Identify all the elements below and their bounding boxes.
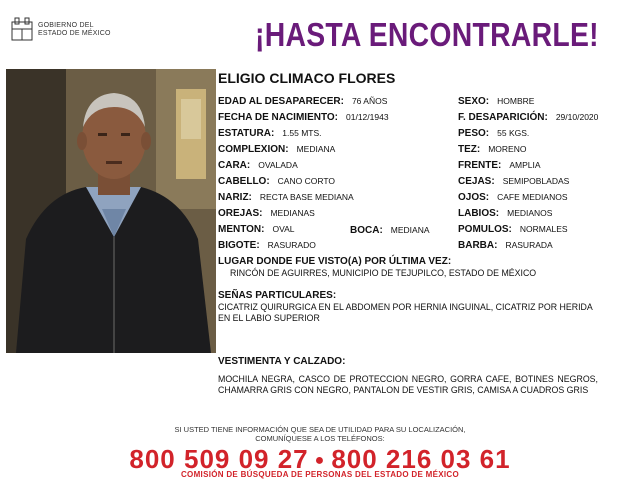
field-peso-label: PESO: bbox=[458, 128, 490, 139]
vestimenta-text: MOCHILA NEGRA, CASCO DE PROTECCION NEGRO, GORRA CAFE, BOTINES NEGROS, CHAMARRA GRIS CON NEGRO, PANTALON DE VESTIR GRIS, CAMISA A CUADROS GRIS bbox=[218, 374, 598, 395]
field-desaparicion-value: 29/10/2020 bbox=[555, 112, 599, 122]
field-cabello-value: CANO CORTO bbox=[277, 176, 335, 186]
field-frente-label: FRENTE: bbox=[458, 160, 502, 171]
field-orejas-value: MEDIANAS bbox=[270, 208, 315, 218]
field-sexo bbox=[458, 96, 534, 107]
field-pomulos-value: NORMALES bbox=[519, 224, 568, 234]
person-photo bbox=[6, 69, 216, 353]
field-frente-value: AMPLIA bbox=[509, 160, 541, 170]
field-orejas bbox=[218, 208, 315, 219]
field-edad-value: 76 AÑOS bbox=[351, 96, 388, 106]
field-pomulos bbox=[458, 224, 568, 235]
senas-title: SEÑAS PARTICULARES: bbox=[218, 290, 337, 301]
field-estatura-value: 1.55 MTS. bbox=[282, 128, 322, 138]
field-nariz bbox=[218, 192, 354, 203]
field-cejas-value: SEMIPOBLADAS bbox=[502, 176, 570, 186]
field-complexion-value: MEDIANA bbox=[296, 144, 336, 154]
separator-dot-icon: ● bbox=[314, 452, 326, 470]
field-edad bbox=[218, 96, 387, 107]
government-logo bbox=[10, 16, 120, 46]
field-menton bbox=[218, 224, 295, 235]
field-desaparicion bbox=[458, 112, 598, 123]
field-cara-value: OVALADA bbox=[258, 160, 298, 170]
field-boca-label: BOCA: bbox=[350, 225, 383, 236]
banner-title: ¡HASTA ENCONTRARLE! bbox=[255, 16, 599, 53]
field-nacimiento-value: 01/12/1943 bbox=[346, 112, 389, 122]
field-complexion-label: COMPLEXION: bbox=[218, 144, 289, 155]
field-sexo-value: HOMBRE bbox=[497, 96, 535, 106]
field-bigote bbox=[218, 240, 316, 251]
field-cara bbox=[218, 160, 298, 171]
field-peso-value: 55 KGS. bbox=[497, 128, 530, 138]
phone-number-2: 800 216 03 61 bbox=[331, 444, 511, 474]
field-bigote-label: BIGOTE: bbox=[218, 240, 260, 251]
field-tez bbox=[458, 144, 526, 155]
field-estatura-label: ESTATURA: bbox=[218, 128, 275, 139]
field-bigote-value: RASURADO bbox=[267, 240, 316, 250]
field-barba-label: BARBA: bbox=[458, 240, 498, 251]
header bbox=[0, 0, 640, 62]
lugar-title: LUGAR DONDE FUE VISTO(A) POR ÚLTIMA VEZ: bbox=[218, 256, 452, 267]
state-emblem-icon bbox=[10, 16, 34, 44]
field-complexion bbox=[218, 144, 335, 155]
field-nacimiento-label: FECHA DE NACIMIENTO: bbox=[218, 112, 338, 123]
logo-text-line1: GOBIERNO DEL bbox=[38, 22, 94, 29]
field-sexo-label: SEXO: bbox=[458, 96, 490, 107]
person-name: ELIGIO CLIMACO FLORES bbox=[218, 70, 396, 86]
senas-text: CICATRIZ QUIRURGICA EN EL ABDOMEN POR HERNIA INGUINAL, CICATRIZ POR HERIDA EN EL LABIO SUPERIOR bbox=[218, 302, 593, 323]
commission-name: COMISIÓN DE BÚSQUEDA DE PERSONAS DEL ESTADO DE MÉXICO bbox=[180, 470, 459, 479]
field-edad-label: EDAD AL DESAPARECER: bbox=[218, 96, 344, 107]
field-cara-label: CARA: bbox=[218, 160, 251, 171]
field-estatura bbox=[218, 128, 322, 139]
field-nariz-value: RECTA BASE MEDIANA bbox=[259, 192, 354, 202]
field-frente bbox=[458, 160, 541, 171]
field-cejas-label: CEJAS: bbox=[458, 176, 495, 187]
field-cabello bbox=[218, 176, 335, 187]
field-cabello-label: CABELLO: bbox=[218, 176, 270, 187]
field-pomulos-label: POMULOS: bbox=[458, 224, 512, 235]
field-menton-value: OVAL bbox=[272, 224, 295, 234]
field-labios-label: LABIOS: bbox=[458, 208, 500, 219]
logo-text-line2: ESTADO DE MÉXICO bbox=[38, 30, 111, 37]
footer-note-line1: SI USTED TIENE INFORMACIÓN QUE SEA DE UTILIDAD PARA SU LOCALIZACIÓN, bbox=[174, 425, 466, 434]
field-nacimiento bbox=[218, 112, 389, 123]
footer-note-line2: COMUNÍQUESE A LOS TELÉFONOS: bbox=[255, 434, 385, 443]
field-ojos-value: CAFE MEDIANOS bbox=[497, 192, 568, 202]
field-desaparicion-label: F. DESAPARICIÓN: bbox=[458, 112, 548, 123]
field-boca-value: MEDIANA bbox=[390, 225, 430, 235]
field-barba-value: RASURADA bbox=[505, 240, 553, 250]
field-labios bbox=[458, 208, 552, 219]
field-cejas bbox=[458, 176, 569, 187]
person-photo-icon bbox=[6, 69, 216, 353]
field-nariz-label: NARIZ: bbox=[218, 192, 252, 203]
field-labios-value: MEDIANOS bbox=[507, 208, 553, 218]
vestimenta-title: VESTIMENTA Y CALZADO: bbox=[218, 356, 346, 367]
field-orejas-label: OREJAS: bbox=[218, 208, 263, 219]
field-ojos bbox=[458, 192, 568, 203]
field-barba bbox=[458, 240, 553, 251]
field-ojos-label: OJOS: bbox=[458, 192, 490, 203]
field-tez-label: TEZ: bbox=[458, 144, 481, 155]
field-tez-value: MORENO bbox=[488, 144, 527, 154]
lugar-text: RINCÓN DE AGUIRRES, MUNICIPIO DE TEJUPILCO, ESTADO DE MÉXICO bbox=[230, 268, 537, 278]
phone-number-1: 800 509 09 27 bbox=[129, 444, 309, 474]
field-boca bbox=[350, 225, 430, 236]
field-peso bbox=[458, 128, 529, 139]
field-menton-label: MENTON: bbox=[218, 224, 265, 235]
